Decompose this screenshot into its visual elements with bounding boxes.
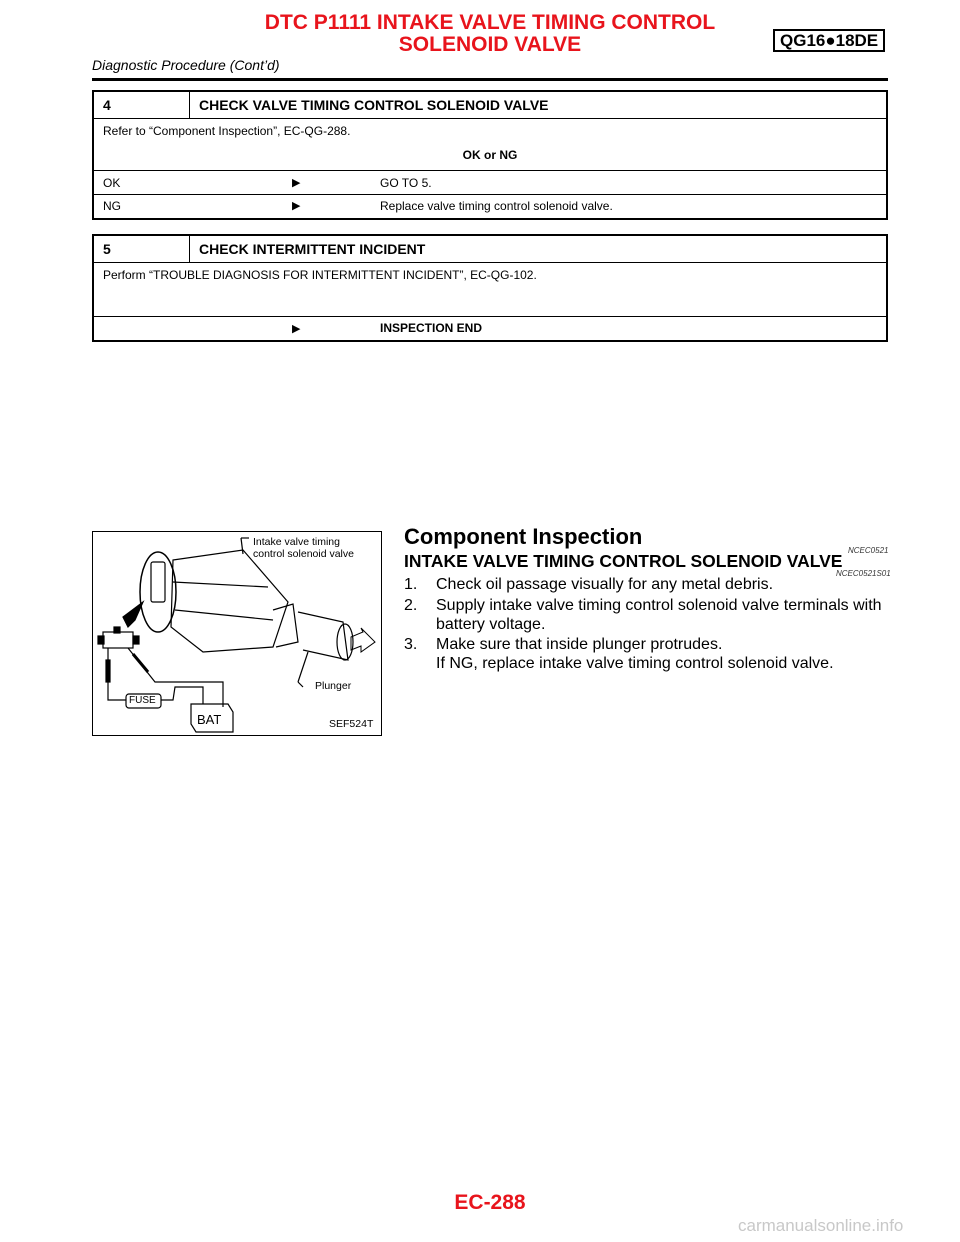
step-2: 2. Supply intake valve timing control solenoid valve terminals with battery voltage.: [404, 597, 882, 633]
watermark: carmanualsonline.info: [738, 1216, 904, 1235]
arrow-icon: ▶: [292, 200, 301, 213]
page-title: DTC P1111 INTAKE VALVE TIMING CONTROL SOLENOID VALVE: [264, 11, 716, 56]
battery-label: BAT: [197, 712, 222, 727]
step-title: CHECK INTERMITTENT INCIDENT: [190, 235, 888, 263]
step-number: 4: [93, 91, 190, 119]
action-ok: GO TO 5.: [377, 171, 887, 195]
heading-tag: NCEC0521: [848, 546, 889, 555]
inspection-end: INSPECTION END: [377, 317, 887, 341]
action-ng: Replace valve timing control solenoid valve.: [377, 195, 887, 219]
component-inspection-heading: Component Inspection: [404, 524, 643, 549]
figure-id: SEF524T: [329, 718, 374, 730]
arrow-icon: ▶: [292, 176, 301, 189]
step-number: 5: [93, 235, 190, 263]
step-question: OK or NG: [462, 148, 518, 162]
step-1: 1. Check oil passage visually for any metal debris.: [404, 576, 774, 593]
valve-label: Intake valve timing control solenoid valve: [253, 536, 354, 560]
result-ok: OK: [103, 175, 121, 190]
section-subtitle: Diagnostic Procedure (Cont’d): [92, 57, 280, 73]
page-number: EC-288: [454, 1191, 526, 1214]
step-3: 3. Make sure that inside plunger protrudes. If NG, replace intake valve timing control solenoid valve.: [404, 636, 834, 672]
fuse-label: FUSE: [129, 695, 156, 706]
step-5-table: [92, 234, 888, 342]
engine-code-badge: QG16●18DE: [773, 29, 885, 52]
valve-subheading: INTAKE VALVE TIMING CONTROL SOLENOID VALVE: [404, 551, 843, 571]
header-rule: [92, 78, 888, 81]
step-title: CHECK VALVE TIMING CONTROL SOLENOID VALVE: [190, 91, 888, 119]
arrow-icon: ▶: [292, 323, 301, 335]
plunger-label: Plunger: [315, 680, 352, 692]
subheading-tag: NCEC0521S01: [836, 569, 891, 578]
result-ng: NG: [103, 199, 121, 214]
step-body: Perform “TROUBLE DIAGNOSIS FOR INTERMITTENT INCIDENT”, EC-QG-102.: [93, 263, 887, 317]
step-body: Refer to “Component Inspection”, EC-QG-288.: [103, 124, 351, 138]
solenoid-figure: [92, 531, 382, 736]
step-4-table: [92, 90, 888, 220]
